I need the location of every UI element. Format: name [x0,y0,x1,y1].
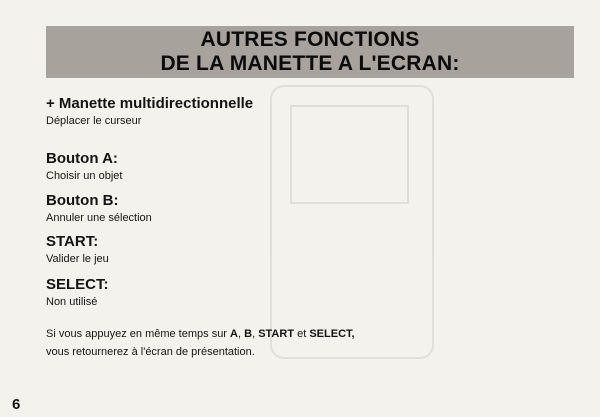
section-description: Valider le jeu [46,253,109,265]
console-screen-outline [290,105,409,204]
section-heading: + Manette multidirectionnelle [46,95,254,112]
section-heading: SELECT: [46,276,109,293]
note-sep-2: , [252,328,259,340]
section-description: Choisir un objet [46,170,123,182]
note-key-a: A [230,328,238,340]
section-select [46,276,109,309]
section-button-a [46,150,122,183]
title-line-1: AUTRES FONCTIONS [200,28,420,51]
section-start [46,233,109,266]
note-text-1: Si vous appuyez en même temps sur [46,328,231,340]
section-heading: START: [46,233,99,250]
note-key-start: START [258,328,295,340]
section-heading: Bouton A: [46,150,118,167]
note-sep-1: , [237,328,245,340]
page-number: 6 [12,396,21,413]
section-dpad [46,95,253,128]
note-line-1 [46,325,355,343]
section-description: Annuler une sélection [46,212,152,224]
title-line-2: DE LA MANETTE A L'ECRAN: [160,52,460,75]
section-description: Déplacer le curseur [46,115,142,127]
title-banner [46,26,574,78]
section-button-b [46,192,152,225]
section-description: Non utilisé [46,296,98,308]
note-key-select: SELECT [309,328,352,340]
section-heading: Bouton B: [46,192,119,209]
note-key-b: B [244,328,253,340]
note-text-2: , [351,328,355,340]
note-line-2: vous retournerez à l'écran de présentation. [46,346,255,358]
reset-note [46,325,355,361]
note-sep-3: et [294,328,310,340]
